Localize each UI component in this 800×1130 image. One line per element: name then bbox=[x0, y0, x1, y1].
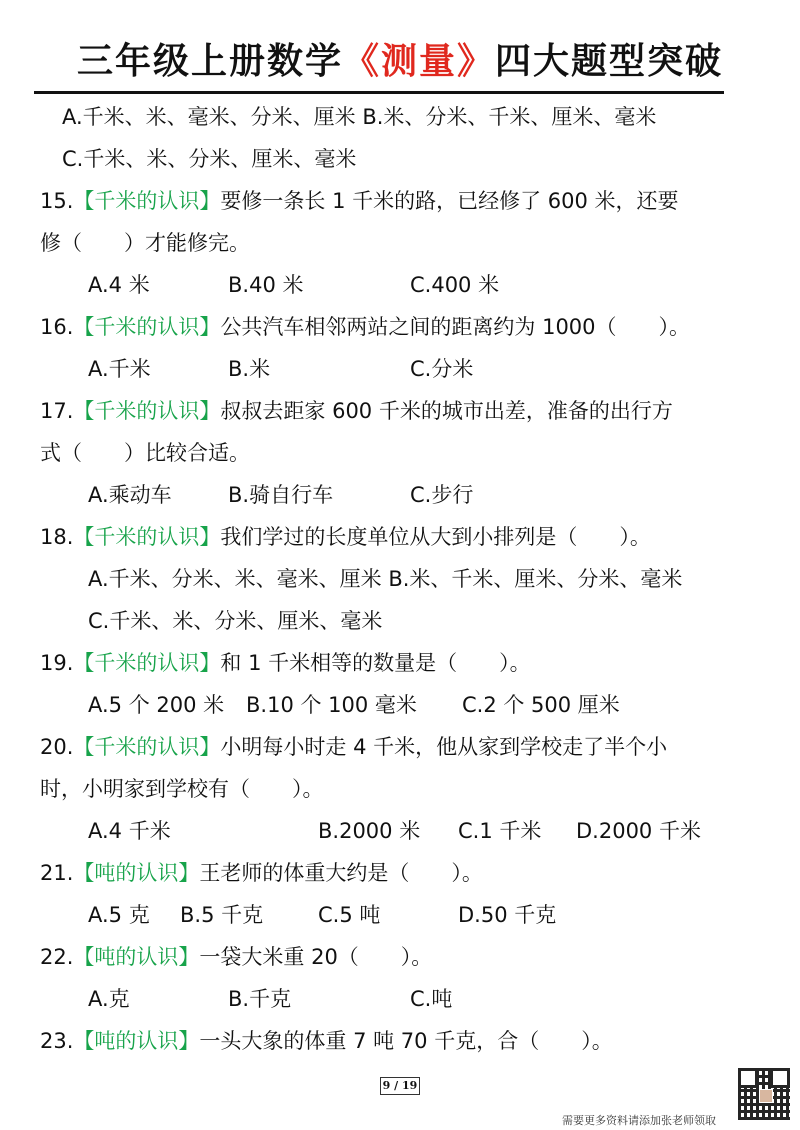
question-19-options bbox=[88, 689, 788, 721]
option-c: C.1 千米 bbox=[458, 819, 542, 843]
question-topic-tag: 【吨的认识】 bbox=[73, 1029, 200, 1053]
question-15-options bbox=[88, 269, 788, 301]
option-b: B.千克 bbox=[228, 987, 292, 1011]
option-c: C.分米 bbox=[410, 357, 474, 381]
option-c: C.5 吨 bbox=[318, 903, 381, 927]
question-15 bbox=[40, 185, 679, 217]
question-topic-tag: 【吨的认识】 bbox=[73, 861, 200, 885]
title-part-2: 四大题型突破 bbox=[495, 41, 724, 82]
title-underline bbox=[34, 91, 724, 94]
question-text: 王老师的体重大约是（ ）。 bbox=[199, 861, 483, 885]
question-16-options bbox=[88, 353, 788, 385]
question-text: 要修一条长 1 千米的路，已经修了 600 米，还要 bbox=[220, 189, 679, 213]
option-c: C.步行 bbox=[410, 483, 474, 507]
question-number: 23. bbox=[40, 1029, 74, 1053]
question-number: 16. bbox=[40, 315, 74, 339]
option-a: A.克 bbox=[88, 987, 130, 1011]
question-15-continued: 修（ ）才能修完。 bbox=[40, 231, 250, 255]
option-b: B.10 个 100 毫米 bbox=[246, 693, 417, 717]
question-20-continued: 时，小明家到学校有（ ）。 bbox=[40, 777, 324, 801]
title-part-1: 三年级上册数学 bbox=[76, 41, 343, 82]
question-text: 和 1 千米相等的数量是（ ）。 bbox=[220, 651, 531, 675]
option-b: B.米 bbox=[228, 357, 271, 381]
option-b: B.5 千克 bbox=[180, 903, 264, 927]
question-22 bbox=[40, 941, 432, 973]
question-text: 叔叔去距家 600 千米的城市出差，准备的出行方 bbox=[220, 399, 673, 423]
question-17-continued: 式（ ）比较合适。 bbox=[40, 441, 250, 465]
question-text: 公共汽车相邻两站之间的距离约为 1000（ ）。 bbox=[220, 315, 691, 339]
question-20 bbox=[40, 731, 667, 763]
option-b: B.40 米 bbox=[228, 273, 304, 297]
question-21 bbox=[40, 857, 483, 889]
option-c: C.400 米 bbox=[410, 273, 500, 297]
option-d: D.2000 千米 bbox=[576, 819, 701, 843]
option-a: A.5 个 200 米 bbox=[88, 693, 225, 717]
option-c: C.2 个 500 厘米 bbox=[462, 693, 620, 717]
question-22-options bbox=[88, 983, 788, 1015]
question-19 bbox=[40, 647, 531, 679]
option-a: A.4 千米 bbox=[88, 819, 171, 843]
question-17-options bbox=[88, 479, 788, 511]
question-topic-tag: 【千米的认识】 bbox=[73, 651, 221, 675]
question-topic-tag: 【千米的认识】 bbox=[73, 399, 221, 423]
question-number: 22. bbox=[40, 945, 74, 969]
question-text: 小明每小时走 4 千米，他从家到学校走了半个小 bbox=[220, 735, 668, 759]
question-topic-tag: 【千米的认识】 bbox=[73, 525, 221, 549]
option-a: A.千米 bbox=[88, 357, 151, 381]
footer-note: 需要更多资料请添加张老师领取 bbox=[562, 1114, 716, 1127]
question-number: 19. bbox=[40, 651, 74, 675]
option-b: B.骑自行车 bbox=[228, 483, 334, 507]
option-b: B.2000 米 bbox=[318, 819, 421, 843]
question-18 bbox=[40, 521, 651, 553]
option-a: A.乘动车 bbox=[88, 483, 172, 507]
question-topic-tag: 【千米的认识】 bbox=[73, 189, 221, 213]
question-topic-tag: 【千米的认识】 bbox=[73, 315, 221, 339]
option-d: D.50 千克 bbox=[458, 903, 557, 927]
question-17 bbox=[40, 395, 673, 427]
avatar bbox=[759, 1089, 773, 1103]
question-number: 20. bbox=[40, 735, 74, 759]
prev-question-options-line-2: C.千米、米、分米、厘米、毫米 bbox=[62, 147, 357, 171]
question-text: 一头大象的体重 7 吨 70 千克，合（ ）。 bbox=[199, 1029, 613, 1053]
question-topic-tag: 【吨的认识】 bbox=[73, 945, 200, 969]
page-title bbox=[0, 38, 800, 86]
question-23 bbox=[40, 1025, 613, 1057]
page-number: 9 / 19 bbox=[380, 1077, 420, 1095]
option-c: C.吨 bbox=[410, 987, 453, 1011]
question-21-options bbox=[88, 899, 788, 931]
prev-question-options-line-1: A.千米、米、毫米、分米、厘米 B.米、分米、千米、厘米、毫米 bbox=[62, 105, 657, 129]
question-18-options-line-1: A.千米、分米、米、毫米、厘米 B.米、千米、厘米、分米、毫米 bbox=[88, 567, 683, 591]
question-text: 一袋大米重 20（ ）。 bbox=[199, 945, 433, 969]
title-part-red: 《测量》 bbox=[342, 41, 495, 82]
question-number: 18. bbox=[40, 525, 74, 549]
question-number: 21. bbox=[40, 861, 74, 885]
option-a: A.5 克 bbox=[88, 903, 150, 927]
question-text: 我们学过的长度单位从大到小排列是（ ）。 bbox=[220, 525, 651, 549]
question-number: 15. bbox=[40, 189, 74, 213]
question-number: 17. bbox=[40, 399, 74, 423]
option-a: A.4 米 bbox=[88, 273, 150, 297]
question-18-options-line-2: C.千米、米、分米、厘米、毫米 bbox=[88, 609, 383, 633]
question-16 bbox=[40, 311, 690, 343]
question-topic-tag: 【千米的认识】 bbox=[73, 735, 221, 759]
question-20-options bbox=[88, 815, 788, 847]
